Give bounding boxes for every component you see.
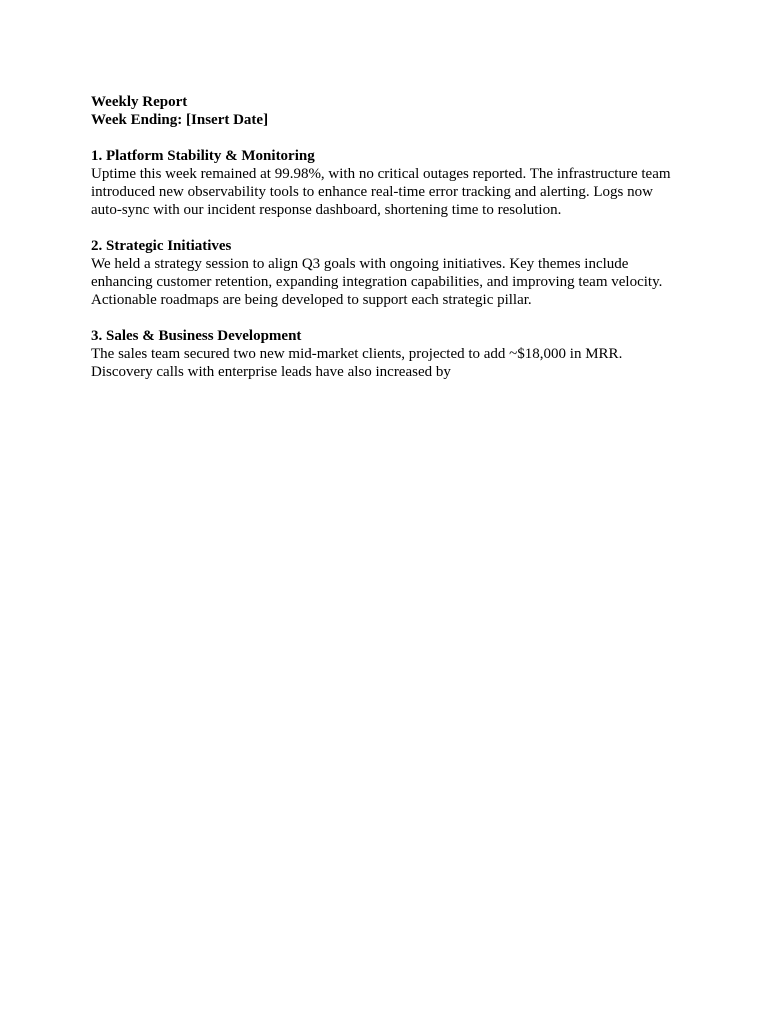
section-text-line: introduced new observability tools to enhance real-time error tracking and alerting. Logs now: [91, 184, 653, 200]
section-platform-stability: [91, 147, 691, 219]
section-text-line: auto-sync with our incident response dashboard, shortening time to resolution.: [91, 202, 562, 218]
section-text-line: Actionable roadmaps are being developed to support each strategic pillar.: [91, 292, 532, 308]
section-heading: 3. Sales & Business Development: [91, 328, 302, 344]
week-ending-line: Week Ending: [Insert Date]: [91, 112, 269, 128]
section-text-line: Uptime this week remained at 99.98%, with no critical outages reported. The infrastructure team: [91, 166, 671, 182]
paragraph-spacer: [91, 309, 691, 327]
section-heading: 1. Platform Stability & Monitoring: [91, 148, 315, 164]
section-heading: 2. Strategic Initiatives: [91, 238, 232, 254]
section-text-line: The sales team secured two new mid-market clients, projected to add ~$18,000 in MRR.: [91, 346, 623, 362]
paragraph-spacer: [91, 219, 691, 237]
section-text-line: enhancing customer retention, expanding integration capabilities, and improving team velocity.: [91, 274, 663, 290]
document-body: [91, 93, 691, 381]
section-text-line: Discovery calls with enterprise leads have also increased by: [91, 364, 451, 380]
section-strategic-initiatives: [91, 237, 691, 309]
report-title: Weekly Report: [91, 94, 188, 110]
section-sales-business-development: [91, 327, 691, 381]
paragraph-spacer: [91, 129, 691, 147]
section-text-line: We held a strategy session to align Q3 goals with ongoing initiatives. Key themes include: [91, 256, 629, 272]
